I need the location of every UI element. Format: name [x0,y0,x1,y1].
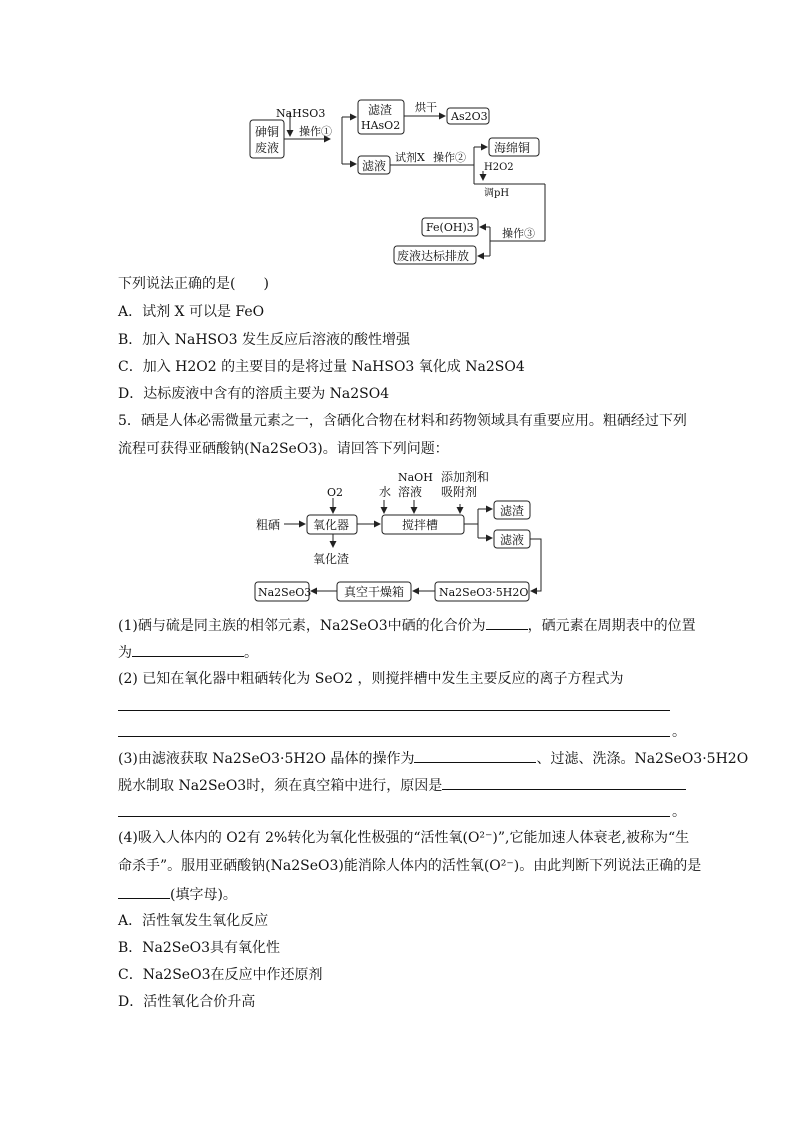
label-op3: 操作③ [502,227,535,240]
q4-option-b: B．加入 NaHSO3 发生反应后溶液的酸性增强 [118,332,410,348]
q5-part1-line2 [118,642,258,663]
label-stir-tank: 搅拌槽 [402,518,439,532]
answer-line-equation-2[interactable] [118,736,670,737]
q5-part1-period: 。 [244,645,258,661]
label-additive-1: 添加剂和 [441,470,490,484]
label-sponge-cu: 海绵铜 [494,141,531,155]
label-vacuum: 真空干燥箱 [344,585,405,599]
answer-line-equation-1[interactable] [118,710,670,711]
q5-part4-option-a: A．活性氧发生氧化反应 [118,913,269,929]
q5-intro-line1: 5．硒是人体必需微量元素之一，含硒化合物在材料和药物领域具有重要应用。粗硒经过下列 [118,413,687,429]
label-hydrate: Na2SeO3·5H2O [439,586,529,599]
q5-part1-text-b: ，硒元素在周期表中的位置 [527,618,696,634]
q5-part4-line1: (4)吸入人体内的 O2有 2%转化为氧化性极强的“活性氧(O²⁻)”,它能加速人体衰老,被称为“生 [118,830,690,846]
q5-part4-option-b: B．Na2SeO3具有氧化性 [118,940,281,956]
q5-part3-line1 [118,748,748,769]
label-source-2: 废液 [255,141,280,155]
label-adjust-ph: 调pH [484,188,510,199]
answer-blank-position[interactable] [132,642,244,657]
label-op1: 操作① [299,125,332,138]
label-residue-2: 滤渣 [500,504,525,518]
q5-part2-period: 。 [672,724,686,740]
q4-stem: 下列说法正确的是( ) [118,276,269,292]
label-oxidizer: 氧化器 [313,518,350,532]
label-naoh-solution: 溶液 [398,485,423,499]
label-residue-1: 滤渣 [368,103,393,117]
label-o2: O2 [327,486,344,499]
q5-part3-line2 [118,775,686,796]
label-final: Na2SeO3 [258,586,312,599]
q4-option-c: C．加入 H2O2 的主要目的是将过量 NaHSO3 氧化成 Na2SO4 [118,359,525,375]
q5-part3-text-b: 、过滤、洗涤。Na2SeO3·5H2O [536,751,749,767]
q5-part4-text: (填字母)。 [170,887,237,903]
q5-part4-option-c: C．Na2SeO3在反应中作还原剂 [118,967,323,983]
label-source-1: 砷铜 [255,125,280,139]
q5-part1-line1 [118,615,696,636]
q4-option-d: D．达标废液中含有的溶质主要为 Na2SO4 [118,386,390,402]
q5-part4-option-d: D．活性氧化合价升高 [118,994,256,1010]
q5-part3-text-a: (3)由滤液获取 Na2SeO3·5H2O 晶体的操作为 [118,751,415,767]
label-ox-residue: 氧化渣 [313,552,350,566]
q5-part1-text-c: 为 [118,645,132,661]
label-nahso3: NaHSO3 [276,107,326,120]
answer-blank-operation[interactable] [414,748,536,763]
label-crude-se: 粗硒 [256,518,281,532]
q5-intro-line2: 流程可获得亚硒酸钠(Na2SeO3)。请回答下列问题： [118,441,449,457]
label-op2: 操作② [433,151,466,164]
q5-part3-period: 。 [672,804,686,820]
label-filtrate: 滤液 [362,159,387,173]
label-residue-2: HAsO2 [361,119,401,132]
answer-line-reason[interactable] [118,816,670,817]
label-additive-2: 吸附剂 [441,485,478,499]
q5-part2: (2) 已知在氧化器中粗硒转化为 SeO2 ，则搅拌槽中发生主要反应的离子方程式为 [118,671,624,687]
answer-blank-valence[interactable] [486,615,528,630]
label-water: 水 [379,485,392,499]
label-as2o3: As2O3 [451,110,488,123]
answer-blank-choice[interactable] [118,884,170,899]
label-naoh: NaOH [398,471,433,484]
label-h2o2: H2O2 [484,162,514,173]
label-dry: 烘干 [415,101,437,114]
q4-option-a: A．试剂 X 可以是 FeO [118,304,265,320]
label-discharge: 废液达标排放 [397,249,470,263]
label-reagent-x: 试剂X [395,151,425,164]
q5-part1-text-a: (1)硒与硫是同主族的相邻元素，Na2SeO3中硒的化合价为 [118,618,486,634]
label-feoh: Fe(OH)3 [426,221,474,234]
q5-part4-line3 [118,884,237,905]
q5-part3-text-c: 脱水制取 Na2SeO3时，须在真空箱中进行，原因是 [118,778,443,794]
label-filtrate-2: 滤液 [500,533,525,547]
q5-part4-line2: 命杀手”。服用亚硒酸钠(Na2SeO3)能消除人体内的活性氧(O²⁻)。由此判断下列说法正确的是 [118,858,702,874]
answer-blank-reason[interactable] [442,775,686,790]
